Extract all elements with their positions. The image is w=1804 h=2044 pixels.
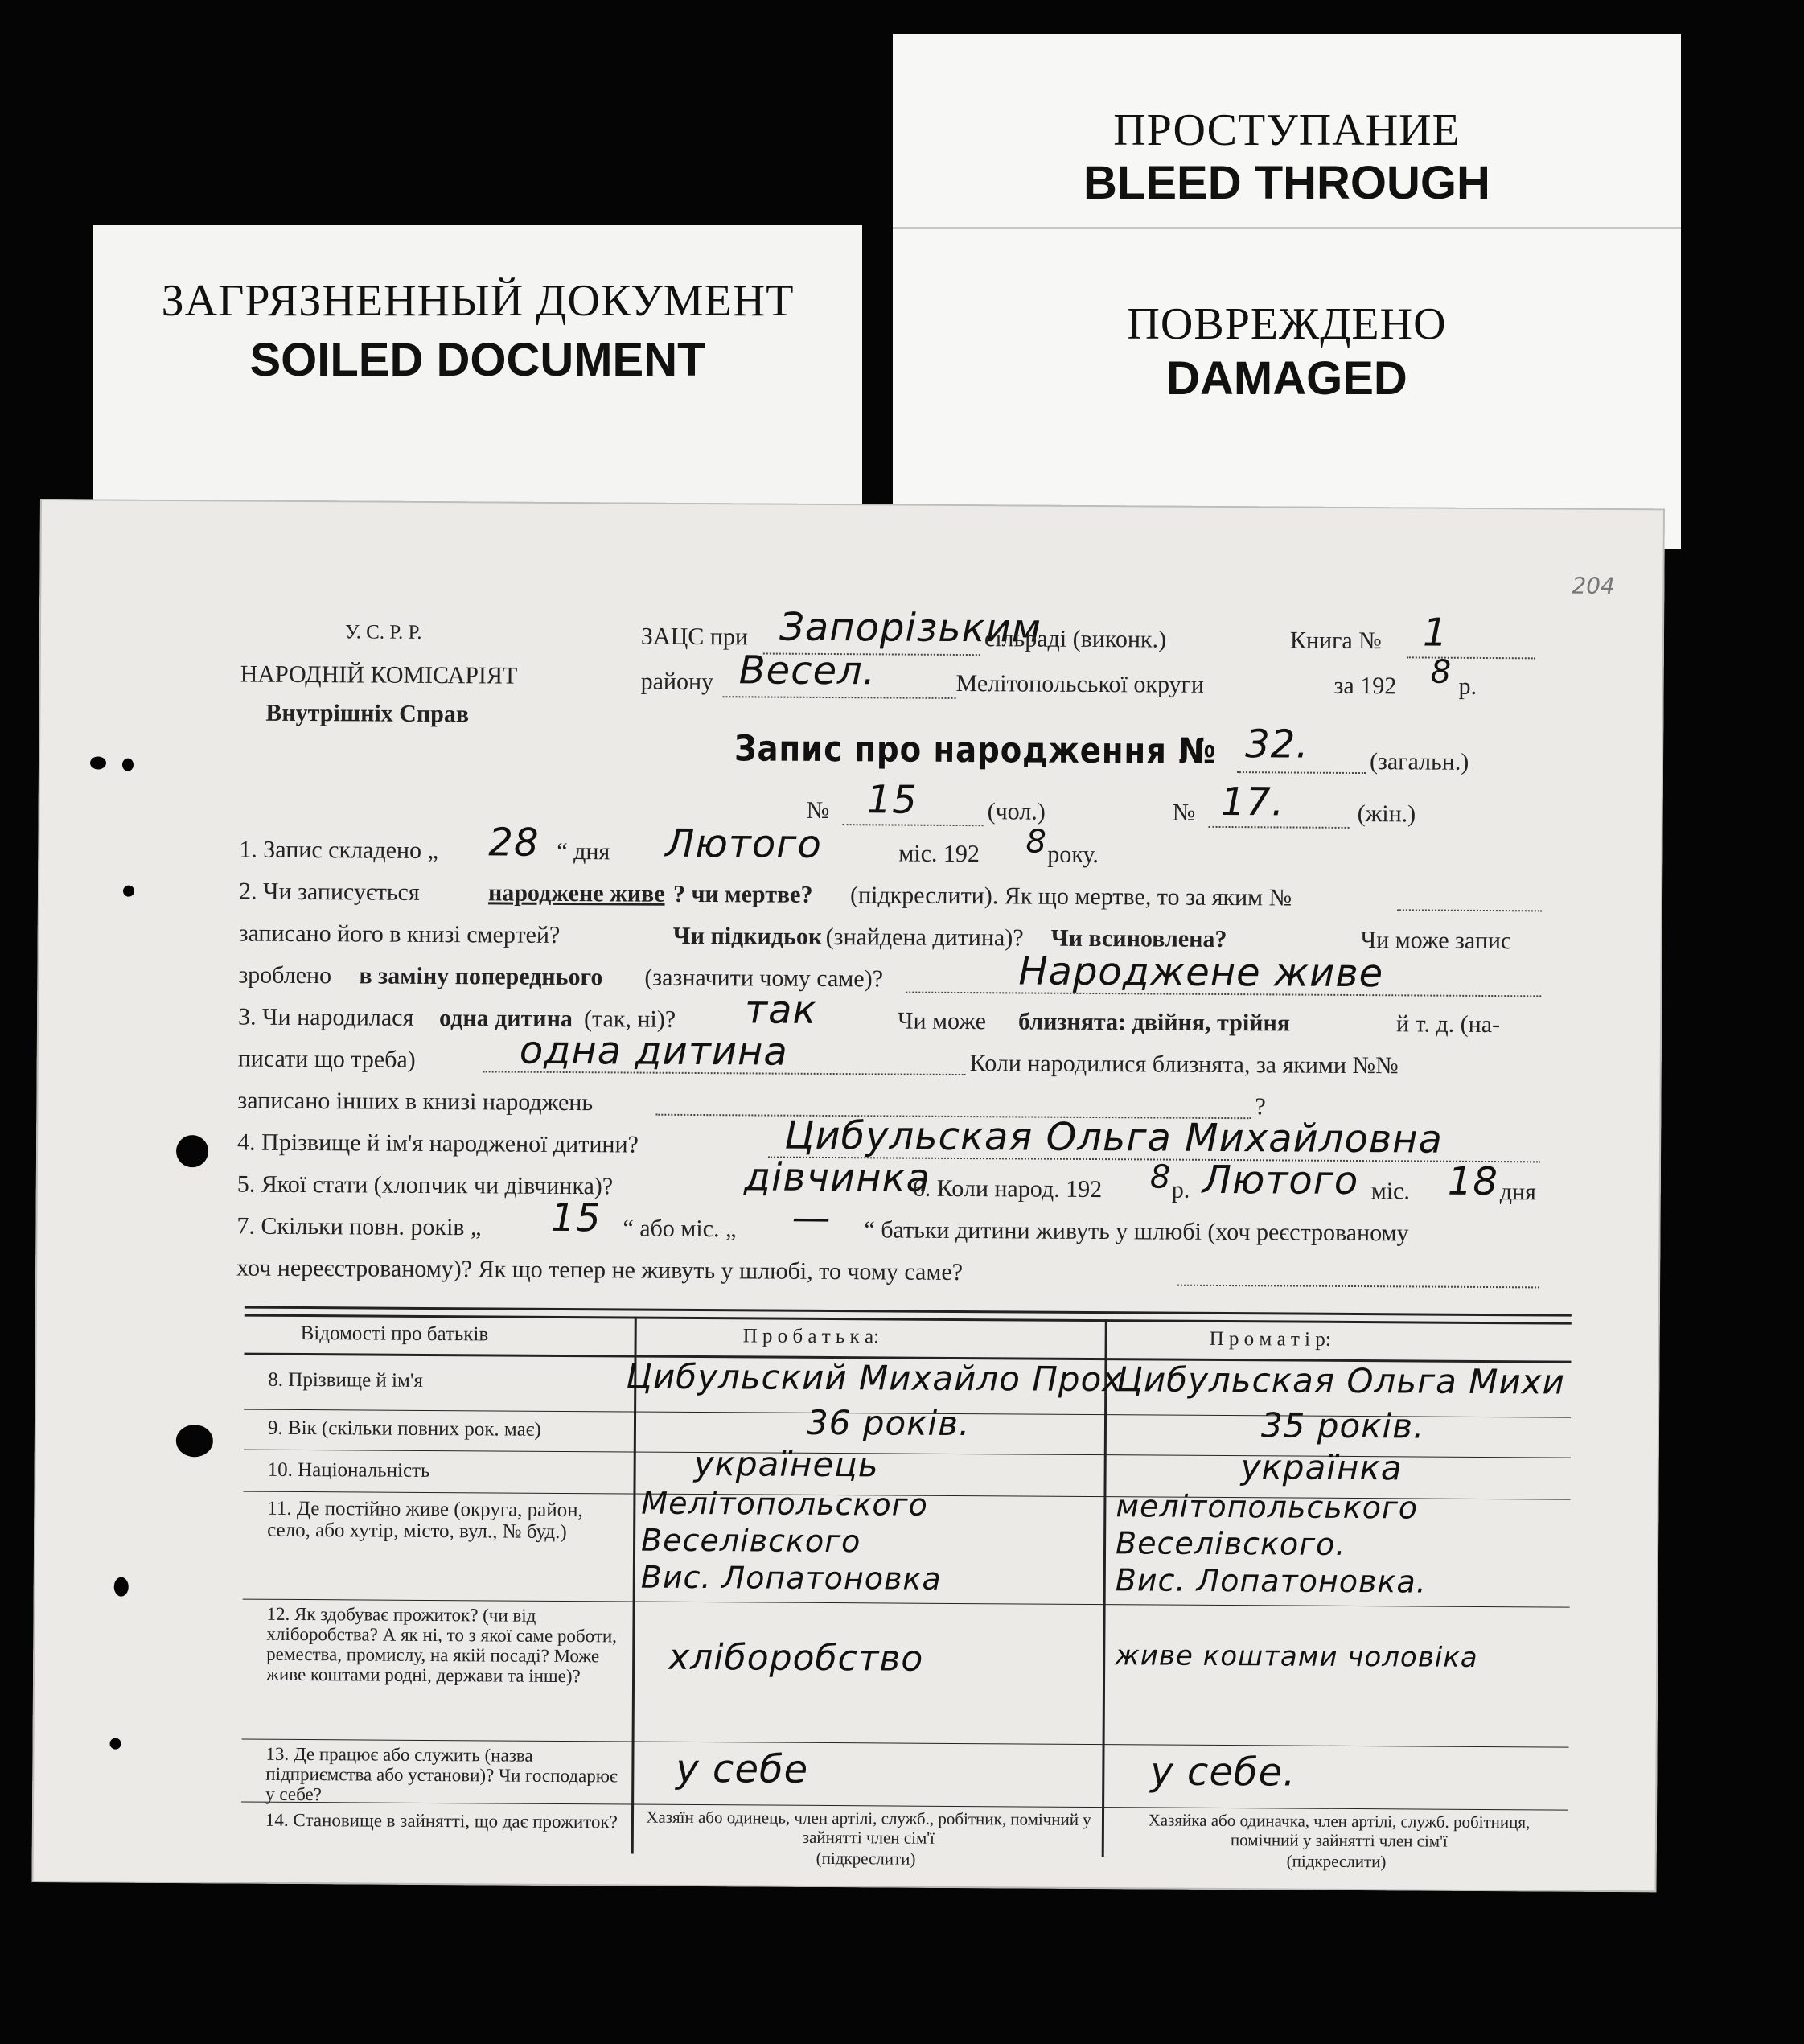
q3-l1f: й т. д. (на- xyxy=(1395,1010,1501,1038)
q7-months-hw: — xyxy=(791,1195,832,1241)
row9-label: 9. Вік (скільки повних рок. має) xyxy=(267,1417,541,1441)
female-number-hw: 17. xyxy=(1220,779,1285,825)
punch-hole xyxy=(123,886,134,897)
table-col-divider xyxy=(631,1317,637,1854)
row14-father-options: Хазяїн або одинець, член артілі, служб., робітник, помічний у зайнятті член сім'ї xyxy=(646,1807,1091,1848)
row11-mother-hw-1: мелітопольського xyxy=(1116,1488,1419,1526)
record-total-label: (загальн.) xyxy=(1369,748,1469,775)
q3-l1c: (так, ні)? xyxy=(583,1006,676,1033)
soiled-label-ru: ЗАГРЯЗНЕННЫЙ ДОКУМЕНТ xyxy=(161,276,795,326)
q2-l3c: (зазначити чому саме)? xyxy=(644,964,884,993)
q1-mid2: міс. 192 xyxy=(898,840,980,868)
zats-silradi-label: сільраді (виконк.) xyxy=(984,625,1167,653)
row14-label: 14. Становище в зайнятті, що дає прожиток? xyxy=(265,1809,618,1832)
row11-mother-hw-3: Вис. Лопатоновка. xyxy=(1115,1562,1427,1600)
table-header-father: П р о б а т ь к а: xyxy=(742,1325,880,1348)
row9-mother-hw: 35 років. xyxy=(1260,1405,1425,1446)
table-header-mother: П р о м а т і р: xyxy=(1209,1327,1331,1351)
row12-label: 12. Як здобуває прожиток? (чи від хліборобства? А як ні, то з якої саме роботи, ремества, промислу, на якій посаді? Може живе коштами родні, держави та інше)? xyxy=(266,1603,618,1687)
row10-mother-hw: українка xyxy=(1240,1447,1403,1488)
punch-hole xyxy=(110,1738,121,1750)
row11-mother-hw-2: Веселівского. xyxy=(1115,1525,1346,1562)
row8-mother-hw: Цибульская Ольга Михи xyxy=(1116,1359,1566,1402)
row10-label: 10. Національність xyxy=(267,1458,430,1482)
q2-l3b: в заміну попереднього xyxy=(359,962,603,991)
q3-l2b: Коли народилися близнята, за якими №№ xyxy=(969,1050,1399,1080)
q7-l1b: “ або міс. „ xyxy=(623,1215,737,1243)
q2-l2c: (знайдена дитина)? xyxy=(825,923,1024,952)
q2-l1d: (підкреслити). Як що мертве, то за яким № xyxy=(849,882,1292,911)
district-label: району xyxy=(640,668,714,696)
q4-label: 4. Прізвище й ім'я народженої дитини? xyxy=(237,1129,639,1158)
q2-line1-fill xyxy=(1397,909,1542,911)
header-ussr: У. С. Р. Р. xyxy=(344,621,422,644)
row11-father-hw-1: Мелітопольского xyxy=(641,1485,928,1523)
q7-l2: хоч нереєстрованому)? Як що тепер не живуть у шлюбі, то чому саме? xyxy=(236,1254,964,1286)
row14-mother-options: Хазяйка або одиначка, член артілі, служб. робітниця, помічний у зайнятті член сім'ї xyxy=(1148,1810,1531,1851)
row10-father-hw: українець xyxy=(693,1443,879,1485)
q1-mid1: “ дня xyxy=(557,837,610,866)
q2-l3a: зроблено xyxy=(238,961,332,989)
row11-father-hw-3: Вис. Лопатоновка xyxy=(640,1559,942,1597)
q6-day-hw: 18 xyxy=(1447,1158,1499,1205)
q2-l1a: 2. Чи записується xyxy=(238,878,420,906)
q6-b: р. xyxy=(1171,1176,1190,1203)
damaged-label-ru: ПОВРЕЖДЕНО xyxy=(1127,299,1447,349)
header-commissariat: НАРОДНІЙ КОМІСАРІЯТ xyxy=(240,660,518,689)
record-number-line xyxy=(1237,771,1366,774)
q2-l2e: Чи може запис xyxy=(1360,927,1512,955)
book-number-hw: 1 xyxy=(1422,610,1449,656)
book-label: Книга № xyxy=(1289,627,1382,655)
q3-l3b: ? xyxy=(1255,1093,1266,1121)
q4-answer-hw: Цибульская Ольга Михайловна xyxy=(784,1112,1444,1162)
q6-c: міс. xyxy=(1370,1178,1411,1205)
punch-hole xyxy=(176,1425,213,1457)
district-hw: Весел. xyxy=(738,648,877,694)
q6-d: дня xyxy=(1499,1178,1536,1206)
q7-years-hw: 15 xyxy=(550,1195,602,1241)
row11-label-l1: 11. Де постійно живе (округа, район, село, або хутір, місто, вул., № буд.) xyxy=(267,1497,583,1544)
male-number-label: № xyxy=(806,796,830,825)
table-header-parents: Відомості про батьків xyxy=(300,1322,489,1346)
q2-l2b: Чи підкидьок xyxy=(672,922,823,950)
row12-father-hw: хліборобство xyxy=(668,1636,924,1680)
row13-label: 13. Де працює або служить (назва підприємства або установи)? Чи господарює у себе? xyxy=(265,1743,618,1805)
female-number-label: № xyxy=(1172,799,1196,826)
q2-l1c: ? чи мертве? xyxy=(672,880,813,908)
damaged-label-en: DAMAGED xyxy=(1166,352,1407,405)
row14-mother-note: (підкреслити) xyxy=(1286,1851,1387,1872)
q6-a: 6. Коли народ. 192 xyxy=(912,1174,1103,1203)
female-number-line xyxy=(1209,826,1350,829)
bleed-label-ru: ПРОСТУПАНИЕ xyxy=(1113,105,1461,155)
soiled-document-card xyxy=(93,225,862,531)
q2-l2d: Чи всиновлена? xyxy=(1050,924,1227,953)
record-number-hw: 32. xyxy=(1244,722,1309,767)
bleed-label-en: BLEED THROUGH xyxy=(1083,157,1490,209)
female-label: (жін.) xyxy=(1357,800,1416,828)
punch-hole xyxy=(122,759,134,771)
q1-year-hw: 8 xyxy=(1025,823,1048,861)
q3-answer2-hw: одна дитина xyxy=(519,1027,788,1075)
male-number-line xyxy=(843,824,984,826)
page-number: 204 xyxy=(1572,572,1615,599)
punch-hole xyxy=(176,1135,208,1167)
q3-answer1-hw: так xyxy=(744,987,817,1033)
q3-l2a: писати що треба) xyxy=(237,1045,416,1073)
year-suffix: р. xyxy=(1458,672,1477,700)
okruha-label: Мелітопольської округи xyxy=(955,669,1205,698)
q3-l1b: одна дитина xyxy=(438,1005,573,1033)
zats-village-hw: Запорізьким xyxy=(779,604,1042,652)
q7-line2-fill xyxy=(1177,1285,1539,1289)
row8-label: 8. Прізвище й ім'я xyxy=(268,1368,423,1392)
q1-post: року. xyxy=(1047,841,1099,869)
male-number-hw: 15 xyxy=(866,777,918,823)
bleed-damaged-card xyxy=(893,34,1681,549)
punch-hole xyxy=(90,756,106,769)
header-internal-affairs: Внутрішніх Справ xyxy=(265,699,470,728)
table-col-divider xyxy=(1102,1319,1107,1857)
soiled-label-en: SOILED DOCUMENT xyxy=(249,334,706,386)
q3-l1d: Чи може xyxy=(897,1007,987,1035)
q1-pre: 1. Запис складено „ xyxy=(239,836,438,865)
row12-mother-hw: живе коштами чоловіка xyxy=(1115,1639,1478,1674)
row14-father-note: (підкреслити) xyxy=(816,1848,916,1869)
year-label: за 192 xyxy=(1333,672,1397,700)
punch-hole xyxy=(114,1577,129,1597)
row9-father-hw: 36 років. xyxy=(806,1402,971,1444)
q2-l1b: народжене живе xyxy=(487,879,665,907)
row11-father-hw-2: Веселівского xyxy=(640,1522,861,1560)
male-label: (чол.) xyxy=(987,798,1046,825)
q2-answer-hw: Народжене живе xyxy=(1018,948,1384,997)
district-line xyxy=(723,696,956,699)
year-hw: 8 xyxy=(1430,653,1453,691)
birth-record-document xyxy=(31,499,1664,1892)
q3-l3a: записано інших в книзі народжень xyxy=(237,1087,594,1117)
q7-l1a: 7. Скільки повн. років „ xyxy=(236,1212,482,1241)
row13-mother-hw: у себе. xyxy=(1150,1749,1296,1795)
q3-answer2-line xyxy=(483,1071,966,1075)
q1-month-hw: Лютого xyxy=(665,820,822,867)
q1-day-hw: 28 xyxy=(488,820,540,866)
q5-answer-hw: дівчинка xyxy=(743,1154,931,1201)
row8-father-hw: Цибульский Михайло Прох xyxy=(626,1356,1124,1400)
q5-label: 5. Якої стати (хлопчик чи дівчинка)? xyxy=(236,1170,614,1200)
q6-month-hw: Лютого xyxy=(1202,1157,1359,1204)
book-line xyxy=(1407,656,1535,659)
zats-label: ЗАЦС при xyxy=(640,623,749,651)
card-divider xyxy=(893,227,1681,229)
record-title: Запис про народження № xyxy=(734,728,1217,772)
q3-l1e: близнята: двійня, трійня xyxy=(1017,1008,1291,1037)
q2-l2a: записано його в книзі смертей? xyxy=(238,919,561,948)
q3-l1a: 3. Чи народилася xyxy=(237,1003,414,1031)
row13-father-hw: у себе xyxy=(676,1746,809,1792)
q7-l1c: “ батьки дитини живуть у шлюбі (хоч реєстрованому xyxy=(864,1216,1409,1247)
q6-year-hw: 8 xyxy=(1149,1158,1172,1196)
